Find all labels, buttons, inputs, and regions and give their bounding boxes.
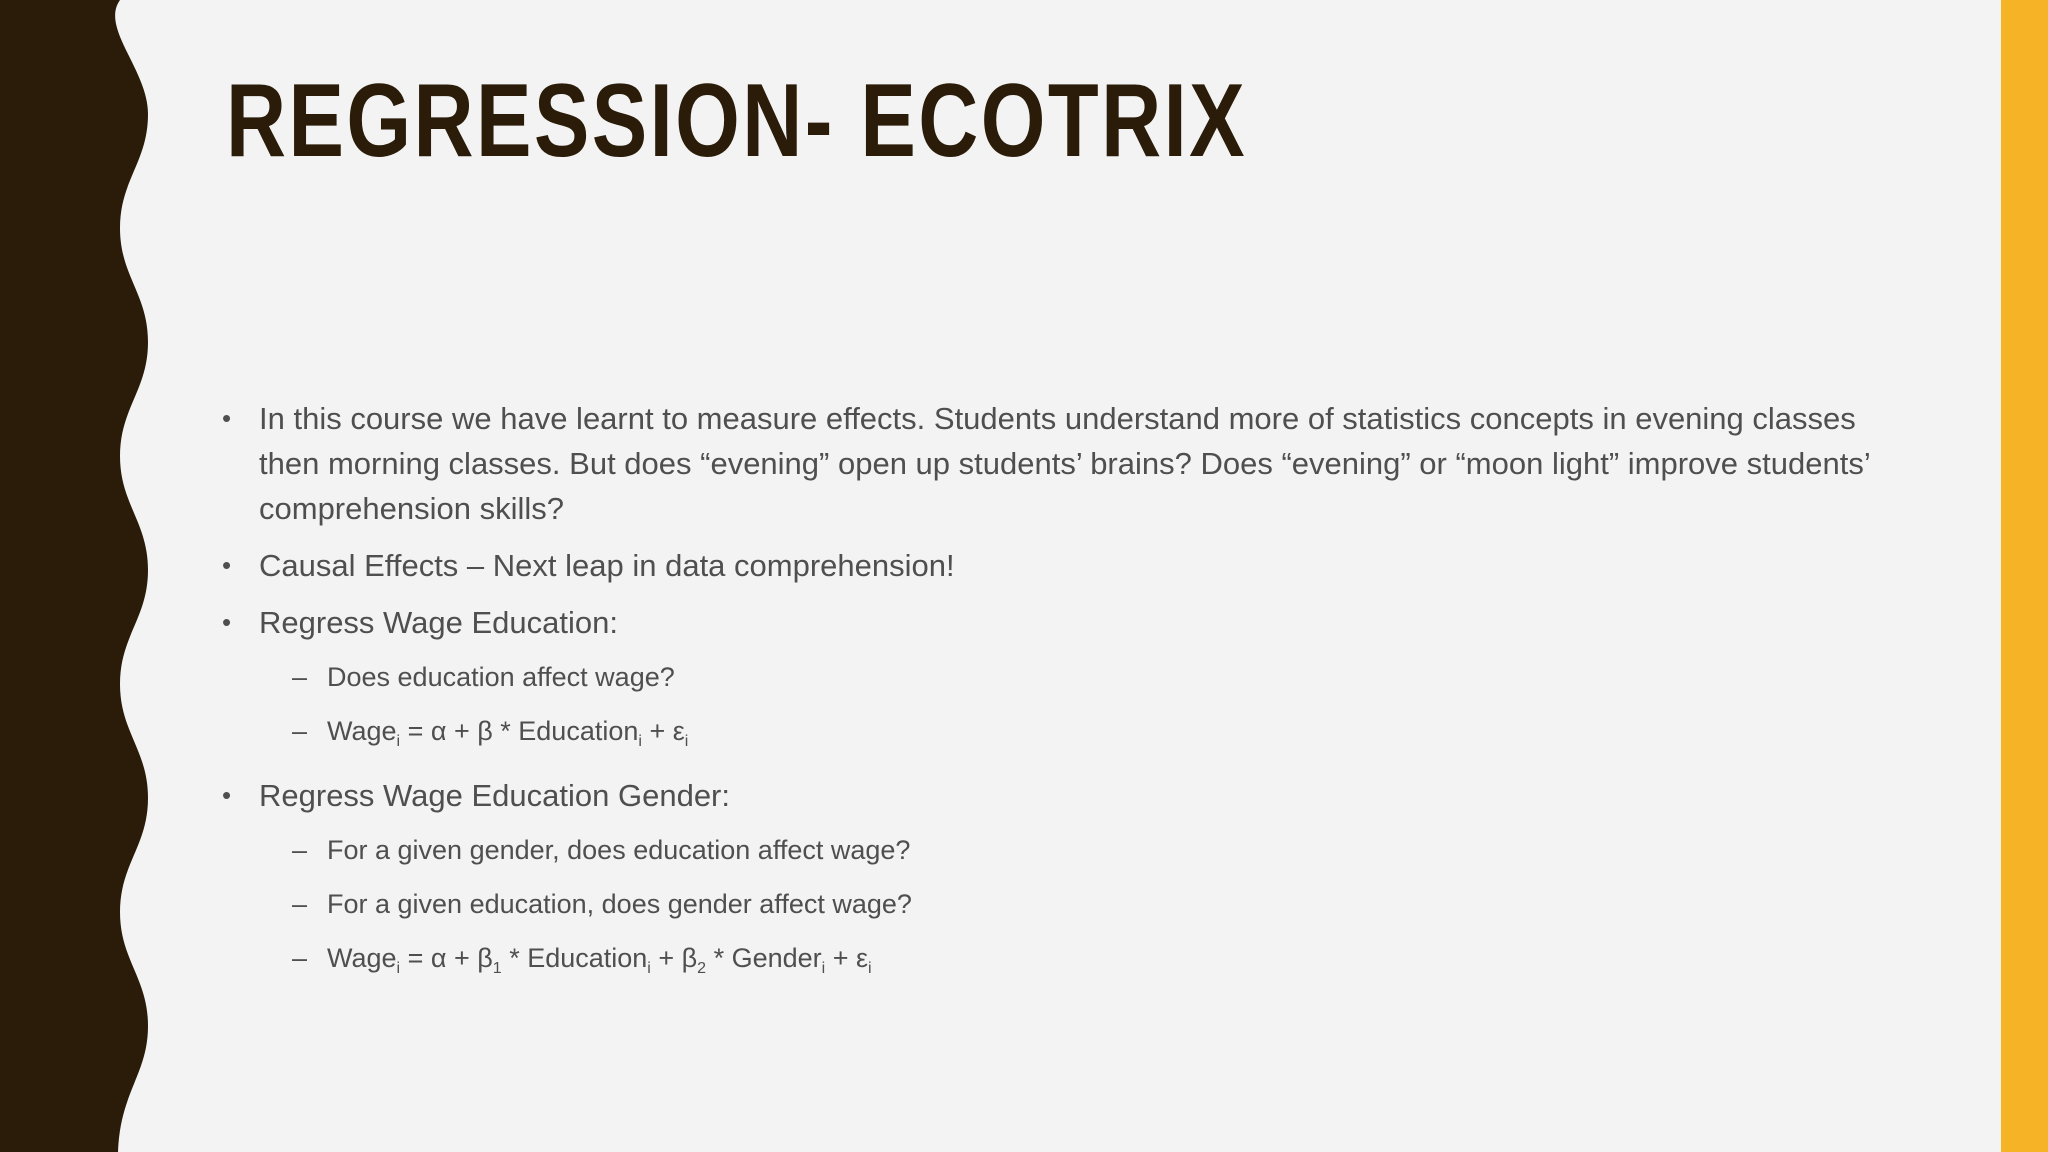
bullet-text: In this course we have learnt to measure effects. Students understand more of statistics concepts in evening classes then morning classes. But does “evening” open up students’ brains? Does “evening” or “moon light” improve students’ comprehension skills? — [259, 401, 1870, 526]
bullet-icon: • — [222, 550, 232, 580]
bullet-icon: • — [222, 780, 232, 810]
slide-body — [222, 396, 1902, 992]
dash-icon: – — [292, 943, 308, 973]
sub-bullet-item — [222, 657, 1902, 697]
bullet-icon: • — [222, 607, 232, 637]
sub-bullet-text: For a given gender, does education affect wage? — [327, 835, 911, 865]
sub-bullet-text: For a given education, does gender affect wage? — [327, 889, 912, 919]
bullet-text: Regress Wage Education Gender: — [259, 778, 730, 813]
dash-icon: – — [292, 889, 308, 919]
dash-icon: – — [292, 835, 308, 865]
left-wavy-border — [0, 0, 160, 1152]
sub-bullet-item — [222, 884, 1902, 924]
bullet-item — [222, 543, 1902, 588]
bullet-item — [222, 773, 1902, 818]
sub-bullet-item — [222, 830, 1902, 870]
slide-title: REGRESSION- ECOTRIX — [226, 63, 1248, 179]
bullet-item — [222, 600, 1902, 645]
bullet-item — [222, 396, 1902, 531]
formula-wage-education: – Wage$_i$ = α + β * Education$_i$ + $\varepsilon_i$ — [222, 711, 1902, 751]
bullet-text: Causal Effects – Next leap in data comprehension! — [259, 548, 955, 583]
formula-wage-education-gender: – Wage$_i$ = $\alpha + \beta_1$ * Education$_i$ + $\beta_2$ * Gender$_i$ + $\varepsilon_i$ — [222, 938, 1902, 978]
sub-bullet-text: Does education affect wage? — [327, 662, 675, 692]
dash-icon: – — [292, 662, 308, 692]
dash-icon: – — [292, 716, 308, 746]
right-accent-bar — [2001, 0, 2048, 1152]
bullet-icon: • — [222, 403, 232, 433]
bullet-text: Regress Wage Education: — [259, 605, 618, 640]
